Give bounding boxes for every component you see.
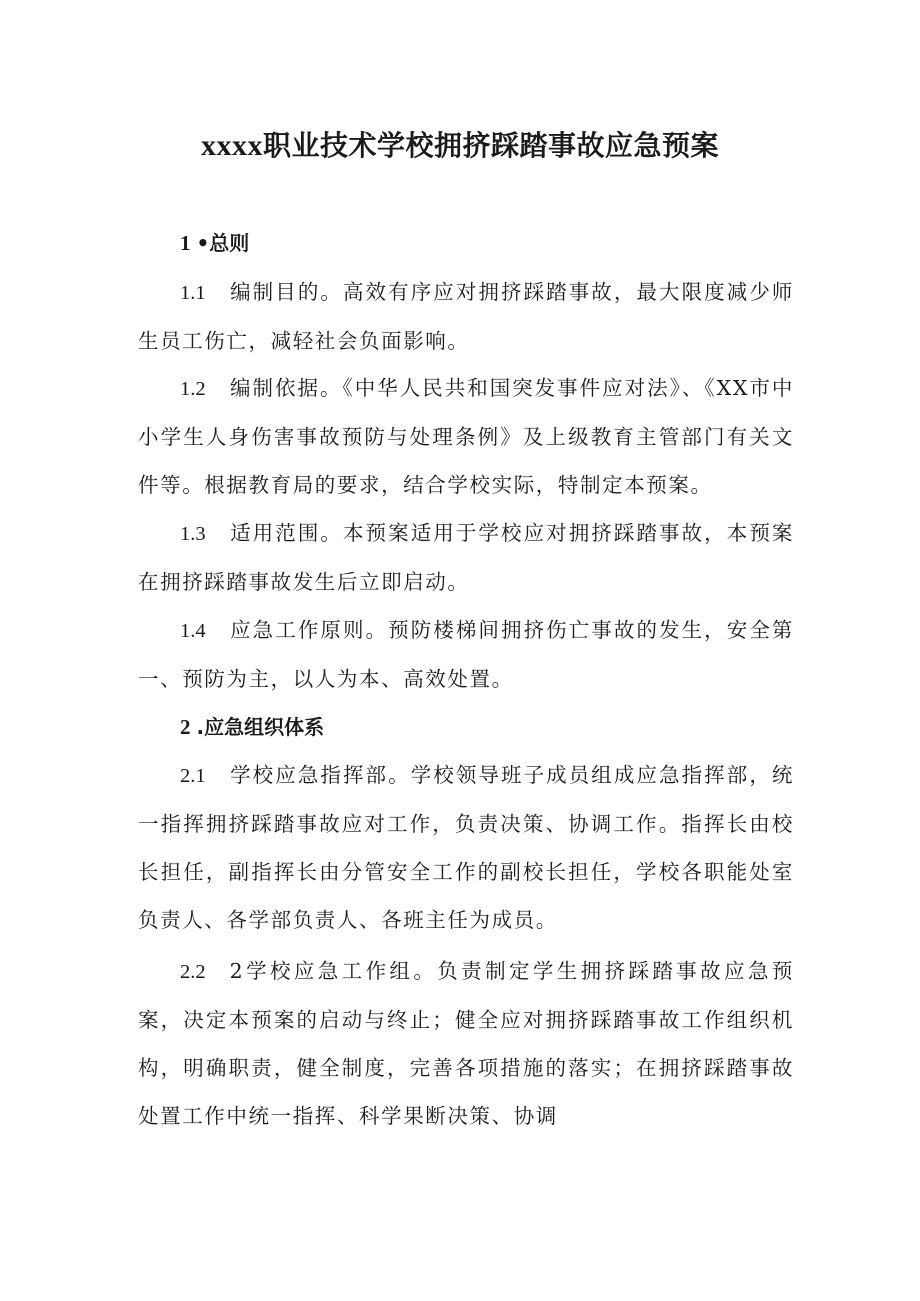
paragraph-1-4 — [138, 606, 794, 703]
paragraph-text: 2学校应急工作组。负责制定学生拥挤踩踏事故应急预案，决定本预案的启动与终止；健全应对拥挤踩踏事故工作组织机构，明确职责，健全制度，完善各项措施的落实；在拥挤踩踏事故处置工作中统一指挥、科学果断决策、协调 — [138, 959, 794, 1128]
document-title — [0, 124, 920, 168]
section-heading-1 — [180, 228, 249, 258]
paragraph-text: 学校应急指挥部。学校领导班子成员组成应急指挥部，统一指挥拥挤踩踏事故应对工作，负责决策、协调工作。指挥长由校长担任，副指挥长由分管安全工作的副校长担任，学校各职能处室负责人、各学部负责人、各班主任为成员。 — [138, 763, 794, 932]
section-label: •总则 — [196, 231, 250, 255]
paragraph-2-2 — [138, 947, 794, 1140]
section-number: 2 — [180, 715, 191, 739]
paragraph-text: 应急工作原则。预防楼梯间拥挤伤亡事故的发生，安全第一、预防为主，以人为本、高效处置。 — [138, 618, 794, 691]
paragraph-text: 编制依据。《中华人民共和国突发事件应对法》、《XX市中小学生人身伤害事故预防与处理条例》及上级教育主管部门有关文件等。根据教育局的要求，结合学校实际，特制定本预案。 — [138, 376, 794, 497]
paragraph-number: 1.4 — [180, 620, 206, 642]
paragraph-number: 2.2 — [180, 961, 206, 983]
paragraph-text: 适用范围。本预案适用于学校应对拥挤踩踏事故，本预案在拥挤踩踏事故发生后立即启动。 — [138, 521, 794, 594]
paragraph-2-1 — [138, 751, 794, 944]
title-main: 职业技术学校拥挤踩踏事故应急预案 — [262, 129, 719, 162]
section-heading-2 — [180, 712, 324, 742]
paragraph-number: 1.2 — [180, 378, 206, 400]
section-label: .应急组织体系 — [196, 715, 325, 739]
paragraph-number: 2.1 — [180, 765, 206, 787]
paragraph-1-3 — [138, 509, 794, 606]
title-prefix: xxxx — [200, 129, 263, 162]
paragraph-number: 1.3 — [180, 523, 206, 545]
section-number: 1 — [180, 231, 191, 255]
paragraph-text: 编制目的。高效有序应对拥挤踩踏事故，最大限度减少师生员工伤亡，减轻社会负面影响。 — [138, 280, 794, 353]
paragraph-number: 1.1 — [180, 282, 206, 304]
paragraph-1-1 — [138, 268, 794, 365]
paragraph-1-2 — [138, 364, 794, 509]
